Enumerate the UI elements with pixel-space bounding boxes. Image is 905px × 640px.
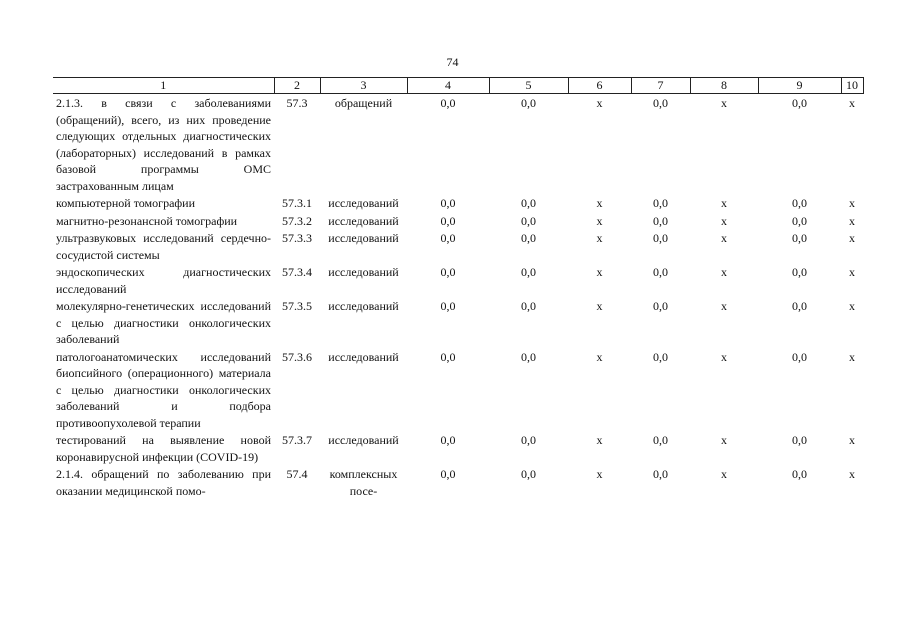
value-col8: х <box>721 213 727 228</box>
value-col7: 0,0 <box>653 265 668 279</box>
row-description: компьютерной томографии <box>56 196 196 210</box>
value-col7: 0,0 <box>653 433 668 447</box>
column-header: 8 <box>690 78 758 94</box>
row-code: 57.3.3 <box>282 231 312 245</box>
page-number: 74 <box>446 55 459 69</box>
value-col5: 0,0 <box>521 433 536 447</box>
value-col5: 0,0 <box>521 231 536 245</box>
value-col9: 0,0 <box>792 231 807 245</box>
row-unit: исследований <box>328 433 399 447</box>
row-code: 57.4 <box>286 467 308 481</box>
value-col8: х <box>721 349 727 364</box>
value-col4: 0,0 <box>440 299 456 313</box>
value-col10: х <box>849 196 855 210</box>
column-header: 5 <box>489 78 568 94</box>
value-col5: 0,0 <box>521 96 536 110</box>
row-description: магнитно-резонансной томографии <box>56 213 238 228</box>
row-unit: обращений <box>334 96 393 110</box>
row-code: 57.3.4 <box>282 265 312 279</box>
value-col7: 0,0 <box>653 196 668 210</box>
value-col10: х <box>849 467 855 481</box>
value-col7: 0,0 <box>653 467 668 481</box>
table-row <box>53 94 863 195</box>
row-code: 57.3.5 <box>282 299 312 313</box>
table-row <box>53 348 863 432</box>
column-header: 10 <box>841 78 863 94</box>
column-header: 7 <box>631 78 690 94</box>
value-col6: х <box>596 467 603 481</box>
value-col6: х <box>596 433 603 447</box>
statistics-table <box>53 77 864 499</box>
value-col8: х <box>721 196 727 210</box>
value-col10: х <box>849 433 855 447</box>
value-col9: 0,0 <box>792 433 807 447</box>
value-col10: х <box>849 349 855 364</box>
row-description: 2.1.3. в связи с заболеваниями (обращений), всего, из них проведение следующих отдельных диагностических (лабораторных) исследований в рамках базовой программы ОМС застрахованным лицам <box>56 96 271 193</box>
row-unit: исследований <box>328 213 399 228</box>
value-col7: 0,0 <box>653 213 668 228</box>
table-row <box>53 212 863 230</box>
column-header: 6 <box>568 78 631 94</box>
row-code: 57.3.1 <box>282 196 312 210</box>
value-col7: 0,0 <box>653 231 668 245</box>
row-description: молекулярно-генетических исследований с целью диагностики онкологических заболеваний <box>56 299 271 346</box>
value-col4: 0,0 <box>440 433 456 447</box>
value-col6: х <box>596 265 603 279</box>
value-col4: 0,0 <box>440 349 456 364</box>
column-header: 4 <box>407 78 489 94</box>
value-col8: х <box>721 231 727 245</box>
row-code: 57.3.6 <box>282 349 312 364</box>
row-unit: исследований <box>328 299 399 313</box>
row-unit: исследований <box>328 265 399 279</box>
value-col10: х <box>849 231 855 245</box>
table-row <box>53 229 863 263</box>
value-col6: х <box>596 96 603 110</box>
value-col9: 0,0 <box>792 213 807 228</box>
value-col8: х <box>721 299 727 313</box>
value-col10: х <box>849 96 855 110</box>
value-col5: 0,0 <box>521 467 536 481</box>
value-col4: 0,0 <box>440 96 456 110</box>
row-unit: комплексных посе- <box>329 467 398 498</box>
value-col8: х <box>721 265 727 279</box>
value-col9: 0,0 <box>792 299 807 313</box>
value-col5: 0,0 <box>521 349 536 364</box>
value-col8: х <box>721 433 727 447</box>
row-unit: исследований <box>328 349 399 364</box>
value-col10: х <box>849 265 855 279</box>
row-unit: исследований <box>328 231 399 245</box>
value-col4: 0,0 <box>440 231 456 245</box>
table-row <box>53 194 863 212</box>
value-col6: х <box>596 196 603 210</box>
row-code: 57.3.2 <box>282 213 312 228</box>
row-description: 2.1.4. обращений по заболеванию при оказании медицинской помо- <box>56 467 271 498</box>
value-col10: х <box>849 299 855 313</box>
row-description: патологоанатомических исследований биопсийного (операционного) материала с целью диагностики онкологических заболеваний и подбора противоопухолевой терапии <box>56 349 271 430</box>
header-row <box>53 78 863 94</box>
value-col7: 0,0 <box>653 96 668 110</box>
value-col5: 0,0 <box>521 265 536 279</box>
value-col9: 0,0 <box>792 265 807 279</box>
value-col9: 0,0 <box>792 467 807 481</box>
row-description: ультразвуковых исследований сердечно-сосудистой системы <box>56 231 271 262</box>
value-col5: 0,0 <box>521 196 536 210</box>
value-col5: 0,0 <box>521 213 536 228</box>
value-col9: 0,0 <box>792 349 807 364</box>
value-col4: 0,0 <box>440 467 456 481</box>
value-col6: х <box>596 299 603 313</box>
value-col8: х <box>721 96 727 110</box>
value-col4: 0,0 <box>440 265 456 279</box>
column-header: 1 <box>53 78 274 94</box>
table-row <box>53 431 863 465</box>
row-description: эндоскопических диагностических исследований <box>56 265 271 296</box>
value-col9: 0,0 <box>792 96 807 110</box>
value-col6: х <box>596 231 603 245</box>
row-unit: исследований <box>328 196 399 210</box>
value-col10: х <box>849 213 855 228</box>
value-col5: 0,0 <box>521 299 536 313</box>
row-description: тестирований на выявление новой коронавирусной инфекции (COVID-19) <box>56 433 271 464</box>
value-col9: 0,0 <box>792 196 807 210</box>
value-col4: 0,0 <box>440 196 456 210</box>
table-row <box>53 263 863 297</box>
column-header: 2 <box>274 78 320 94</box>
value-col4: 0,0 <box>440 213 456 228</box>
value-col6: х <box>596 349 603 364</box>
column-header: 3 <box>320 78 407 94</box>
value-col6: х <box>596 213 603 228</box>
table-row <box>53 297 863 348</box>
column-header: 9 <box>758 78 841 94</box>
value-col7: 0,0 <box>653 349 668 364</box>
value-col7: 0,0 <box>653 299 668 313</box>
value-col8: х <box>721 467 727 481</box>
table-row <box>53 465 863 499</box>
row-code: 57.3 <box>286 96 308 110</box>
row-code: 57.3.7 <box>282 433 312 447</box>
